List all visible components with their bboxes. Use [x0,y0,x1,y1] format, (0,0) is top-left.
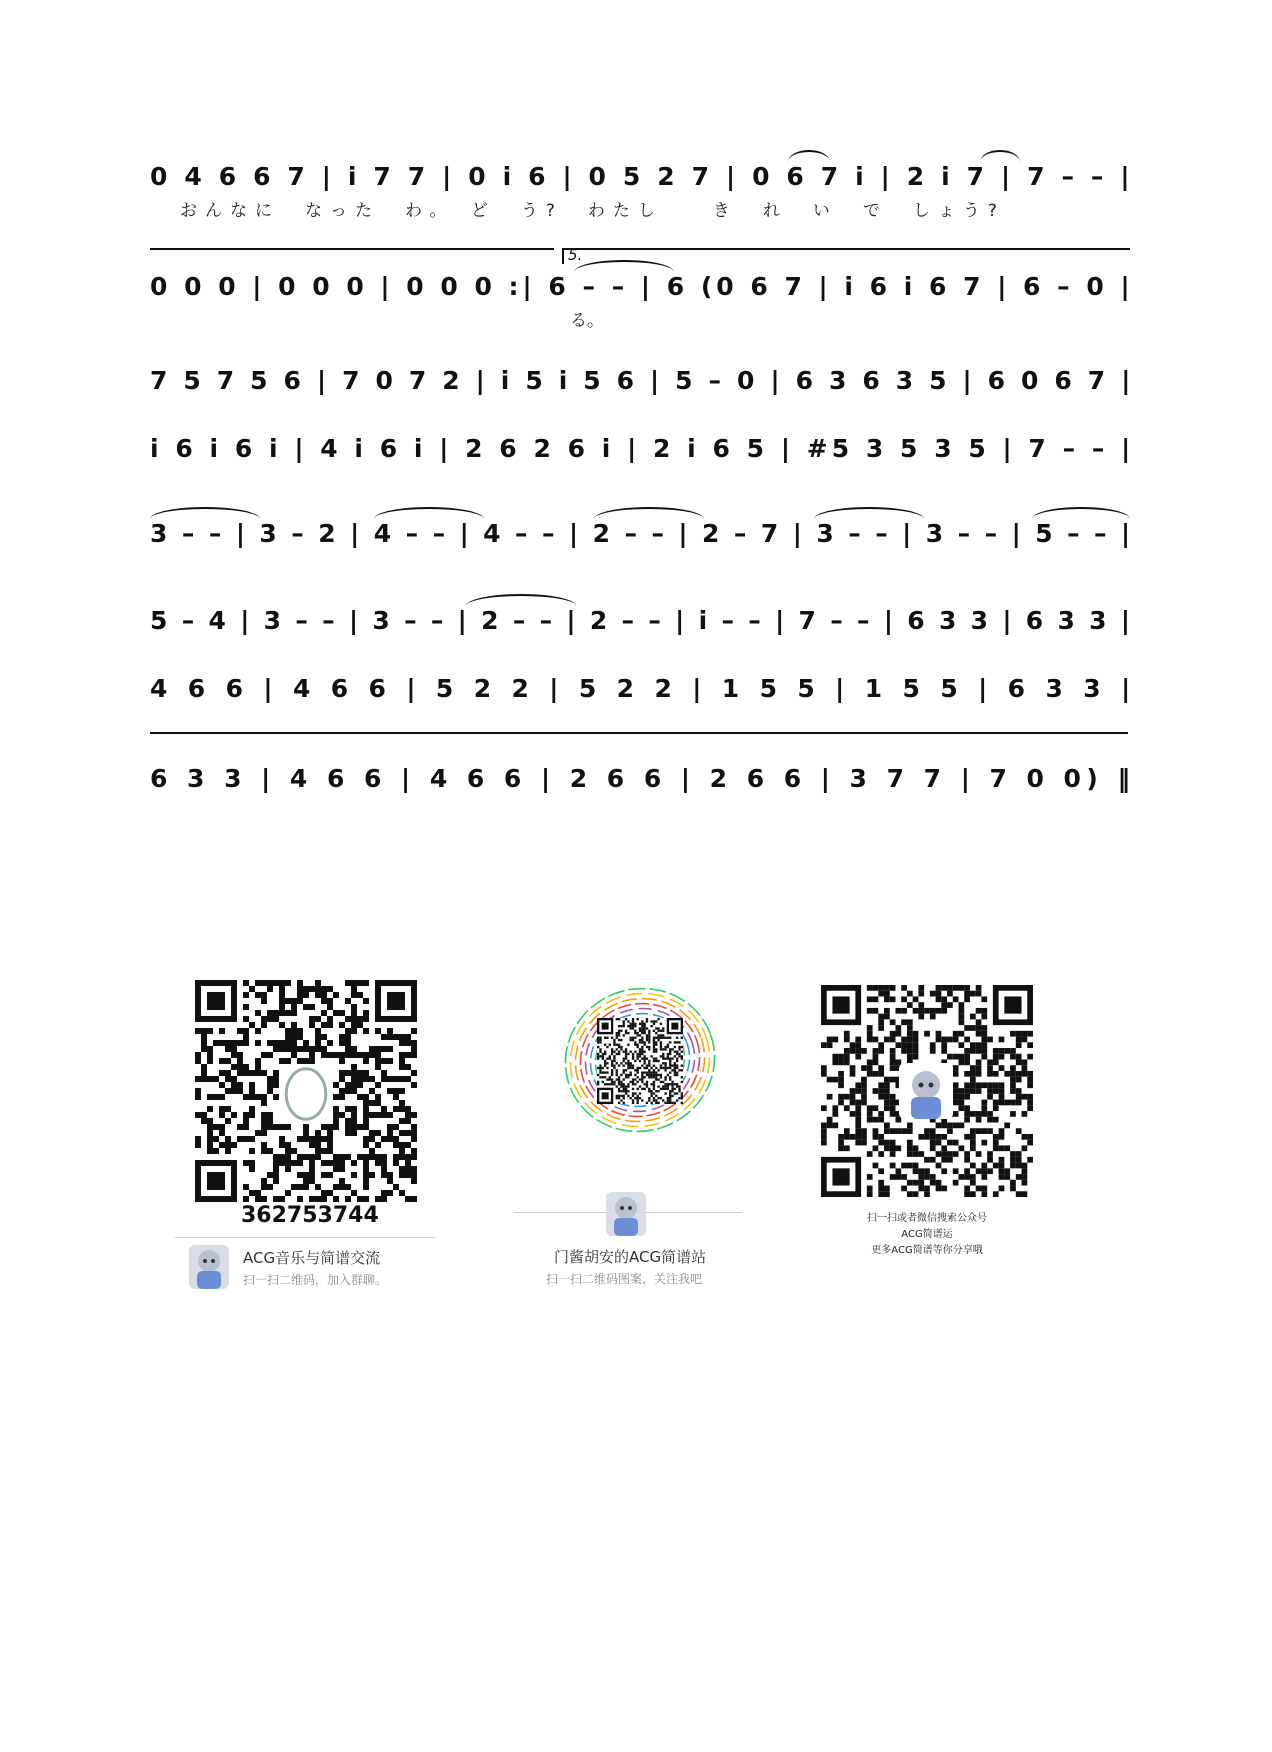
score-row [150,148,1134,221]
slur-tie [594,507,704,519]
score-notes: 6 3 3 | 4 6 6 | 4 6 6 | 2 6 6 | 2 6 6 | 3 7 7 | 7 0 0) ‖ [150,764,1136,793]
score-row [150,352,1134,412]
divider [175,1237,435,1238]
score-notes: i 6 i 6 i | 4 i 6 i | 2 6 2 6 i | 2 i 6 5 | #5 3 5 3 5 | 7 – – | [150,434,1135,463]
wechat-line-2: ACG简谱运 [901,1229,953,1240]
score-notes: 5 – 4 | 3 – – | 3 – – | 2 – – | 2 – – | i – – | 7 – – | 6 3 3 | 6 3 3 | [150,606,1133,635]
qq-group-card [175,975,445,1295]
score-notes: 3 – – | 3 – 2 | 4 – – | 4 – – | 2 – – | 2 – 7 | 3 – – | 3 – – | 5 – – | [150,519,1134,548]
slur-tie [980,150,1020,162]
score-row [150,246,1134,331]
acg-site-card [510,980,750,1300]
acg-site-subtitle: 扫一扫二维码图案，关注我吧 [546,1272,703,1286]
jianpu-score [0,0,1272,870]
first-ending-bracket [150,248,554,250]
slur-tie [150,507,260,519]
wechat-line-3: 更多ACG简谱等你分享哦 [871,1245,983,1256]
wechat-account-card [815,985,1045,1285]
wechat-line-1: 扫一扫或者微信搜索公众号 [867,1213,987,1224]
slur-tie [814,507,924,519]
score-row [150,420,1135,480]
mascot-avatar [189,1245,229,1289]
score-row [150,505,1134,565]
volta-bracket [562,248,1130,250]
qq-group-qr-code[interactable] [195,980,417,1202]
volta-label: 5. [568,246,583,264]
slur-tie [574,260,674,272]
score-row [150,750,1136,810]
fingerprint-qr-frame[interactable] [555,980,725,1140]
score-notes: 0 0 0 | 0 0 0 | 0 0 0 :| 6 – – | 6 (0 6 7 | i 6 i 6 7 | 6 – 0 | [150,272,1134,301]
ending-bracket [150,732,1128,734]
qq-group-subtitle: 扫一扫二维码，加入群聊。 [243,1273,388,1287]
score-notes: 0 4 6 6 7 | i 7 7 | 0 i 6 | 0 5 2 7 | 0 6 7 i | 2 i 7 | 7 – – | [150,162,1134,191]
volta-bracket-start [562,248,564,264]
mascot-avatar [606,1192,646,1236]
score-row [150,592,1133,652]
slur-tie [374,507,484,519]
score-lyrics: おんなに なった わ。 ど う? わたし き れ い で しょう? [180,201,1005,221]
qq-group-title: ACG音乐与简谱交流 [243,1249,381,1267]
mascot-avatar [899,1063,953,1119]
slur-tie [1032,507,1130,519]
score-notes: 4 6 6 | 4 6 6 | 5 2 2 | 5 2 2 | 1 5 5 | 1 5 5 | 6 3 3 | [150,674,1137,703]
slur-tie [466,594,576,606]
score-lyrics: る。 [570,311,604,331]
score-row [150,660,1137,720]
slur-tie [788,150,830,162]
acg-site-title: 门酱胡安的ACG简谱站 [554,1248,707,1266]
score-notes: 7 5 7 5 6 | 7 0 7 2 | i 5 i 5 6 | 5 – 0 | 6 3 6 3 5 | 6 0 6 7 | [150,366,1134,395]
qq-group-number: 362753744 [241,1203,379,1228]
